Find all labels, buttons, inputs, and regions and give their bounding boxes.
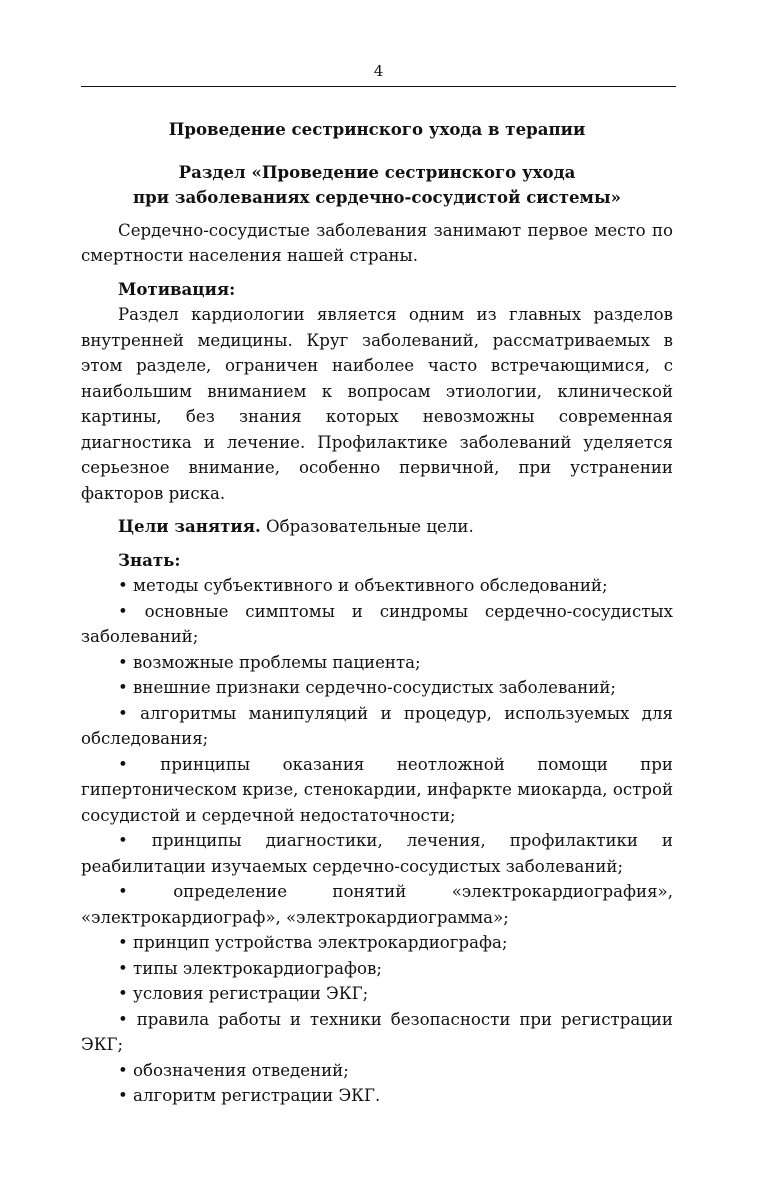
list-item: • основные симптомы и синдромы сердечно-сосудистых заболеваний; xyxy=(81,601,673,646)
page-body xyxy=(81,117,673,1109)
know-label: Знать: xyxy=(118,549,181,570)
list-item: • методы субъективного и объективного обследований; xyxy=(118,576,608,595)
list-item: • определение понятий «электрокардиография», «электрокардиограф», «электрокардиограмма»; xyxy=(81,882,673,927)
list-item: • принципы диагностики, лечения, профилактики и реабилитации изучаемых сердечно-сосудистых заболеваний; xyxy=(81,831,673,876)
list-item: • алгоритмы манипуляций и процедур, используемых для обследования; xyxy=(81,703,673,748)
list-item: • принцип устройства электрокардиографа; xyxy=(118,933,508,952)
section-title-line-1: Раздел «Проведение сестринского ухода xyxy=(178,161,576,182)
list-item: • принципы оказания неотложной помощи при гипертоническом кризе, стенокардии, инфаркте миокарда, острой сосудистой и сердечной недостаточности; xyxy=(81,754,673,825)
list-item: • правила работы и техники безопасности при регистрации ЭКГ; xyxy=(81,1009,673,1054)
list-item: • условия регистрации ЭКГ; xyxy=(118,984,369,1003)
goals-text: Образовательные цели. xyxy=(260,517,474,536)
list-item: • типы электрокардиографов; xyxy=(118,958,382,978)
motivation-label: Мотивация: xyxy=(118,278,236,299)
page-title: Проведение сестринского ухода в терапии xyxy=(168,119,586,139)
goals-label: Цели занятия. xyxy=(118,516,261,536)
know-list xyxy=(81,573,673,1109)
motivation-paragraph: Раздел кардиологии является одним из главных разделов внутренней медицины. Круг заболеваний, рассматриваемых в этом разделе, ограничен наиболее часто встречающимися, с наибольшим вниманием к вопросам этиологии, клинической картины, без знания которых невозможны современная диагностика и лечение. Профилактике заболеваний уделяется серьезное внимание, особенно первичной, при устранении факторов риска. xyxy=(81,305,673,503)
list-item: • алгоритм регистрации ЭКГ. xyxy=(118,1086,381,1105)
list-item: • внешние признаки сердечно-сосудистых заболеваний; xyxy=(118,678,616,697)
list-item: • обозначения отведений; xyxy=(118,1060,349,1080)
header-rule xyxy=(81,86,676,87)
goals-line xyxy=(81,514,673,540)
intro-paragraph: Сердечно-сосудистые заболевания занимают первое место по смертности населения нашей страны. xyxy=(81,220,673,265)
list-item: • возможные проблемы пациента; xyxy=(118,652,421,672)
section-title-line-2: при заболеваниях сердечно-сосудистой системы» xyxy=(133,187,621,207)
page-number: 4 xyxy=(373,62,384,80)
